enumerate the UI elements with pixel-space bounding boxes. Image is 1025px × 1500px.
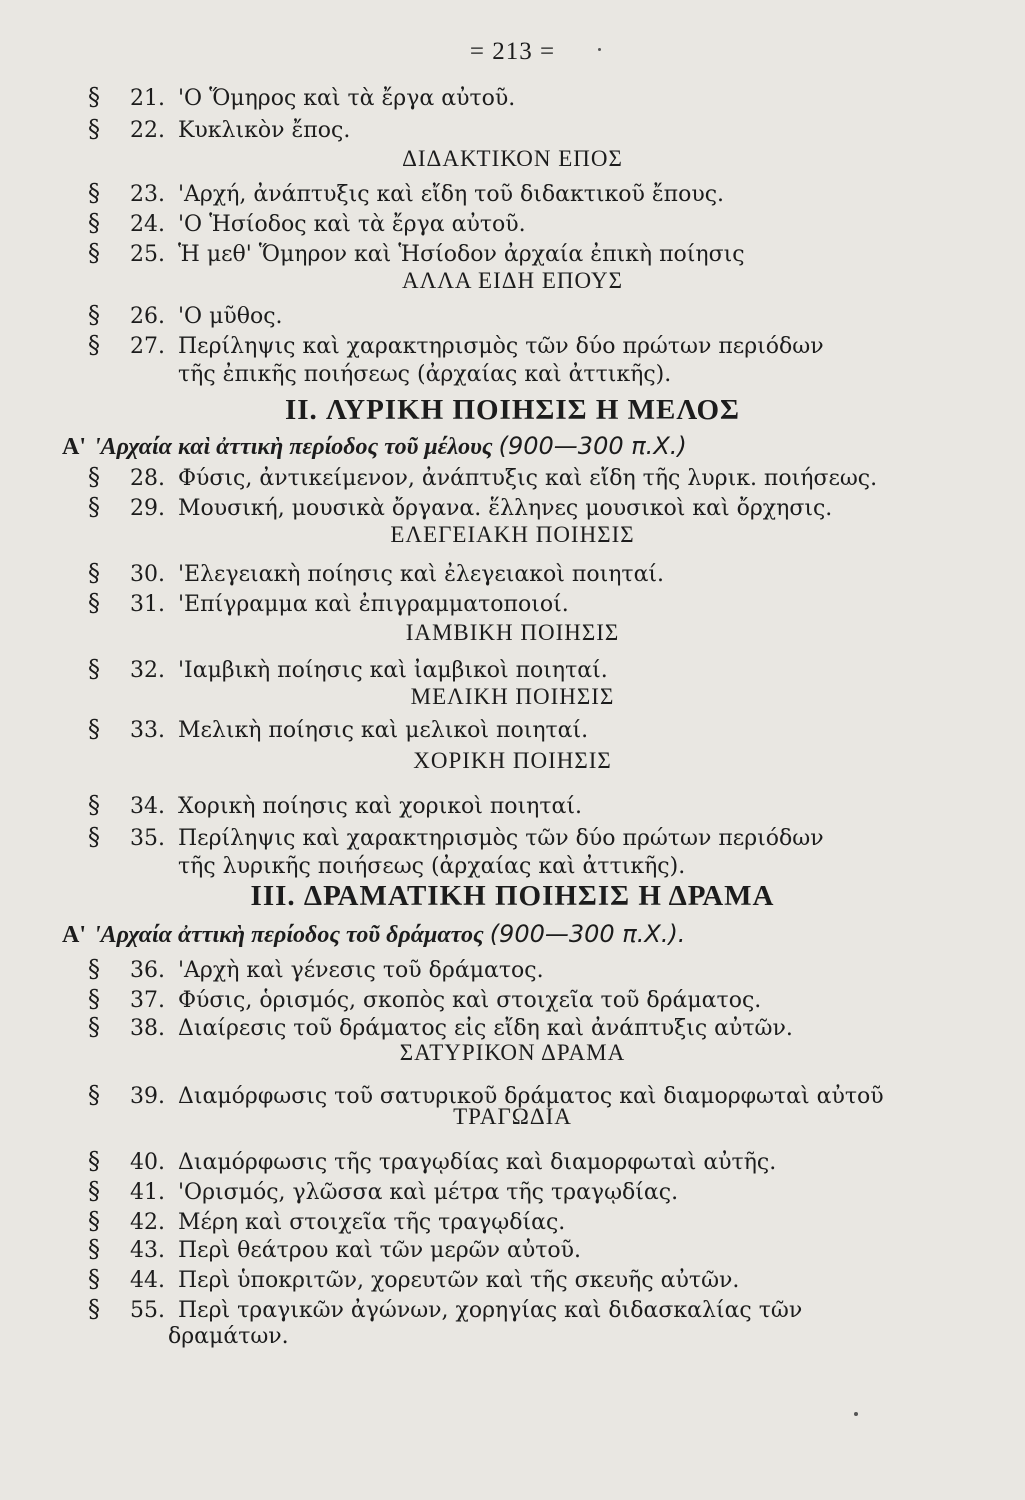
section-symbol: § [88,1147,100,1175]
section-symbol: § [88,1235,100,1263]
entry-text: Περὶ θεάτρου καὶ τῶν μερῶν αὐτοῦ. [178,1238,582,1263]
section-symbol: § [88,83,100,111]
entry-27-continuation: τῆς ἐπικῆς ποιήσεως (ἀρχαίας καὶ ἀττικῆς). [178,362,672,387]
entry-text: 'Αρχή, ἀνάπτυξις καὶ εἴδη τοῦ διδακτικοῦ ἔπους. [178,182,725,207]
entry-text: Περίληψις καὶ χαρακτηρισμὸς τῶν δύο πρώτων περιόδων [178,826,824,851]
entry-number: 31. [130,592,165,617]
entry-number: 23. [130,182,165,207]
entry-35-continuation: τῆς λυρικῆς ποιήσεως (ἀρχαίας καὶ ἀττικῆς). [178,854,686,879]
section-symbol: § [88,985,100,1013]
entry-33 [88,714,588,746]
entry-22 [88,114,350,146]
entry-25 [88,238,745,270]
entry-number: 33. [130,718,165,743]
subheading-tragodia: ΤΡΑΓΩΔΙΑ [453,1104,572,1129]
part-II-heading: II. ΛΥΡΙΚΗ ΠΟΙΗΣΙΣ Η ΜΕΛΟΣ [284,394,740,426]
entry-29 [88,492,832,524]
entry-number: 28. [130,466,165,491]
entry-text: 'Ορισμός, γλῶσσα καὶ μέτρα τῆς τραγῳδίας. [178,1180,679,1205]
section-symbol: § [88,463,100,491]
subheading-didaktikon: ΔΙΔΑΚΤΙΚΟΝ ΕΠΟΣ [402,146,623,171]
entry-number: 30. [130,562,165,587]
entry-text: 'Ο Ἡσίοδος καὶ τὰ ἔργα αὐτοῦ. [178,212,526,237]
entry-44 [88,1264,739,1296]
entry-text: Περὶ ὑποκριτῶν, χορευτῶν καὶ τῆς σκευῆς αὐτῶν. [178,1268,740,1293]
entry-number: 55. [130,1298,165,1323]
section-symbol: § [88,791,100,819]
section-symbol: § [88,1265,100,1293]
section-symbol: § [88,209,100,237]
entry-40 [88,1146,776,1178]
entry-text: 'Ο Ὅμηρος καὶ τὰ ἔργα αὐτοῦ. [178,86,516,111]
period-dates: (900—300 π.Χ.) [498,432,687,460]
period-dates: (900—300 π.Χ.). [489,920,686,948]
ink-speck [598,48,601,51]
entry-text: Χορικὴ ποίησις καὶ χορικοὶ ποιηταί. [178,794,582,819]
entry-21 [88,82,515,114]
entry-28 [88,462,877,494]
period-label: Α' [62,922,86,948]
entry-number: 26. [130,304,165,329]
entry-number: 27. [130,334,165,359]
part-III-period [62,920,685,949]
section-symbol: § [88,559,100,587]
entry-number: 41. [130,1180,165,1205]
section-symbol: § [88,1013,100,1041]
entry-number: 22. [130,118,165,143]
entry-text: Μέρη καὶ στοιχεῖα τῆς τραγῳδίας. [178,1210,566,1235]
section-symbol: § [88,1295,100,1323]
entry-number: 44. [130,1268,165,1293]
entry-number: 21. [130,86,165,111]
section-symbol: § [88,589,100,617]
entry-text: 'Επίγραμμα καὶ ἐπιγραμματοποιοί. [178,592,569,617]
entry-number: 36. [130,958,165,983]
part-II-period [62,432,687,461]
entry-number: 25. [130,242,165,267]
section-symbol: § [88,655,100,683]
entry-text: Περὶ τραγικῶν ἀγώνων, χορηγίας καὶ διδασκαλίας τῶν [178,1298,803,1323]
section-symbol: § [88,715,100,743]
entry-43 [88,1234,581,1266]
entry-number: 29. [130,496,165,521]
entry-number: 42. [130,1210,165,1235]
subheading-iamviki: ΙΑΜΒΙΚΗ ΠΟΙΗΣΙΣ [405,620,620,645]
entry-text: Διαμόρφωσις τῆς τραγῳδίας καὶ διαμορφωταὶ αὐτῆς. [178,1150,777,1175]
section-symbol: § [88,1081,100,1109]
entry-24 [88,208,526,240]
entry-number: 35. [130,826,165,851]
entry-27 [88,330,824,362]
entry-number: 24. [130,212,165,237]
entry-text: Διαίρεσις τοῦ δράματος εἰς εἴδη καὶ ἀνάπτυξις αὐτῶν. [178,1016,793,1041]
section-symbol: § [88,179,100,207]
part-III-heading: III. ΔΡΑΜΑΤΙΚΗ ΠΟΙΗΣΙΣ Η ΔΡΑΜΑ [250,880,775,912]
entry-text: Φύσις, ἀντικείμενον, ἀνάπτυξις καὶ εἴδη τῆς λυρικ. ποιήσεως. [178,466,878,491]
subheading-elegeiaki: ΕΛΕΓΕΙΑΚΗ ΠΟΙΗΣΙΣ [390,522,635,547]
section-symbol: § [88,301,100,329]
entry-text: Ἡ μεθ' Ὅμηρον καὶ Ἡσίοδον ἀρχαία ἐπικὴ ποίησις [178,242,745,267]
period-title: 'Αρχαία ἀττικὴ περίοδος τοῦ δράματος [94,922,484,948]
entry-number: 32. [130,658,165,683]
entry-30 [88,558,664,590]
entry-55-continuation: δραμάτων. [168,1324,289,1349]
subheading-choriki: ΧΟΡΙΚΗ ΠΟΙΗΣΙΣ [413,748,612,773]
period-title: 'Αρχαία καὶ ἀττικὴ περίοδος τοῦ μέλους [94,434,493,460]
section-symbol: § [88,493,100,521]
entry-text: 'Ο μῦθος. [178,304,283,329]
entry-number: 34. [130,794,165,819]
entry-number: 39. [130,1084,165,1109]
entry-31 [88,588,569,620]
entry-text: Μουσική, μουσικὰ ὄργανα. ἕλληνες μουσικοὶ καὶ ὄρχησις. [178,496,833,521]
entry-text: 'Αρχὴ καὶ γένεσις τοῦ δράματος. [178,958,544,983]
section-symbol: § [88,955,100,983]
section-symbol: § [88,239,100,267]
entry-text: Φύσις, ὁρισμός, σκοπὸς καὶ στοιχεῖα τοῦ δράματος. [178,988,762,1013]
ink-speck [854,1412,858,1416]
entry-text: Περίληψις καὶ χαρακτηρισμὸς τῶν δύο πρώτων περιόδων [178,334,824,359]
entry-text: 'Ιαμβικὴ ποίησις καὶ ἰαμβικοὶ ποιηταί. [178,658,608,683]
section-symbol: § [88,1207,100,1235]
entry-text: Μελικὴ ποίησις καὶ μελικοὶ ποιηταί. [178,718,589,743]
entry-text: Κυκλικὸν ἔπος. [178,118,351,143]
subheading-alla-eidi: ΑΛΛΑ ΕΙΔΗ ΕΠΟΥΣ [401,268,624,293]
entry-26 [88,300,283,332]
section-symbol: § [88,823,100,851]
entry-34 [88,790,582,822]
section-symbol: § [88,115,100,143]
entry-number: 37. [130,988,165,1013]
page-number: = 213 = [469,38,556,65]
section-symbol: § [88,331,100,359]
section-symbol: § [88,1177,100,1205]
entry-36 [88,954,544,986]
entry-32 [88,654,608,686]
subheading-satyrikon: ΣΑΤΥΡΙΚΟΝ ΔΡΑΜΑ [399,1040,626,1065]
entry-text: 'Ελεγειακὴ ποίησις καὶ ἐλεγειακοὶ ποιηταί. [178,562,665,587]
entry-number: 43. [130,1238,165,1263]
entry-35 [88,822,824,854]
period-label: Α' [62,434,86,460]
entry-number: 40. [130,1150,165,1175]
entry-41 [88,1176,678,1208]
entry-23 [88,178,724,210]
entry-text: Διαμόρφωσις τοῦ σατυρικοῦ δράματος καὶ διαμορφωταὶ αὐτοῦ [178,1084,884,1109]
subheading-meliki: ΜΕΛΙΚΗ ΠΟΙΗΣΙΣ [410,684,615,709]
entry-number: 38. [130,1016,165,1041]
